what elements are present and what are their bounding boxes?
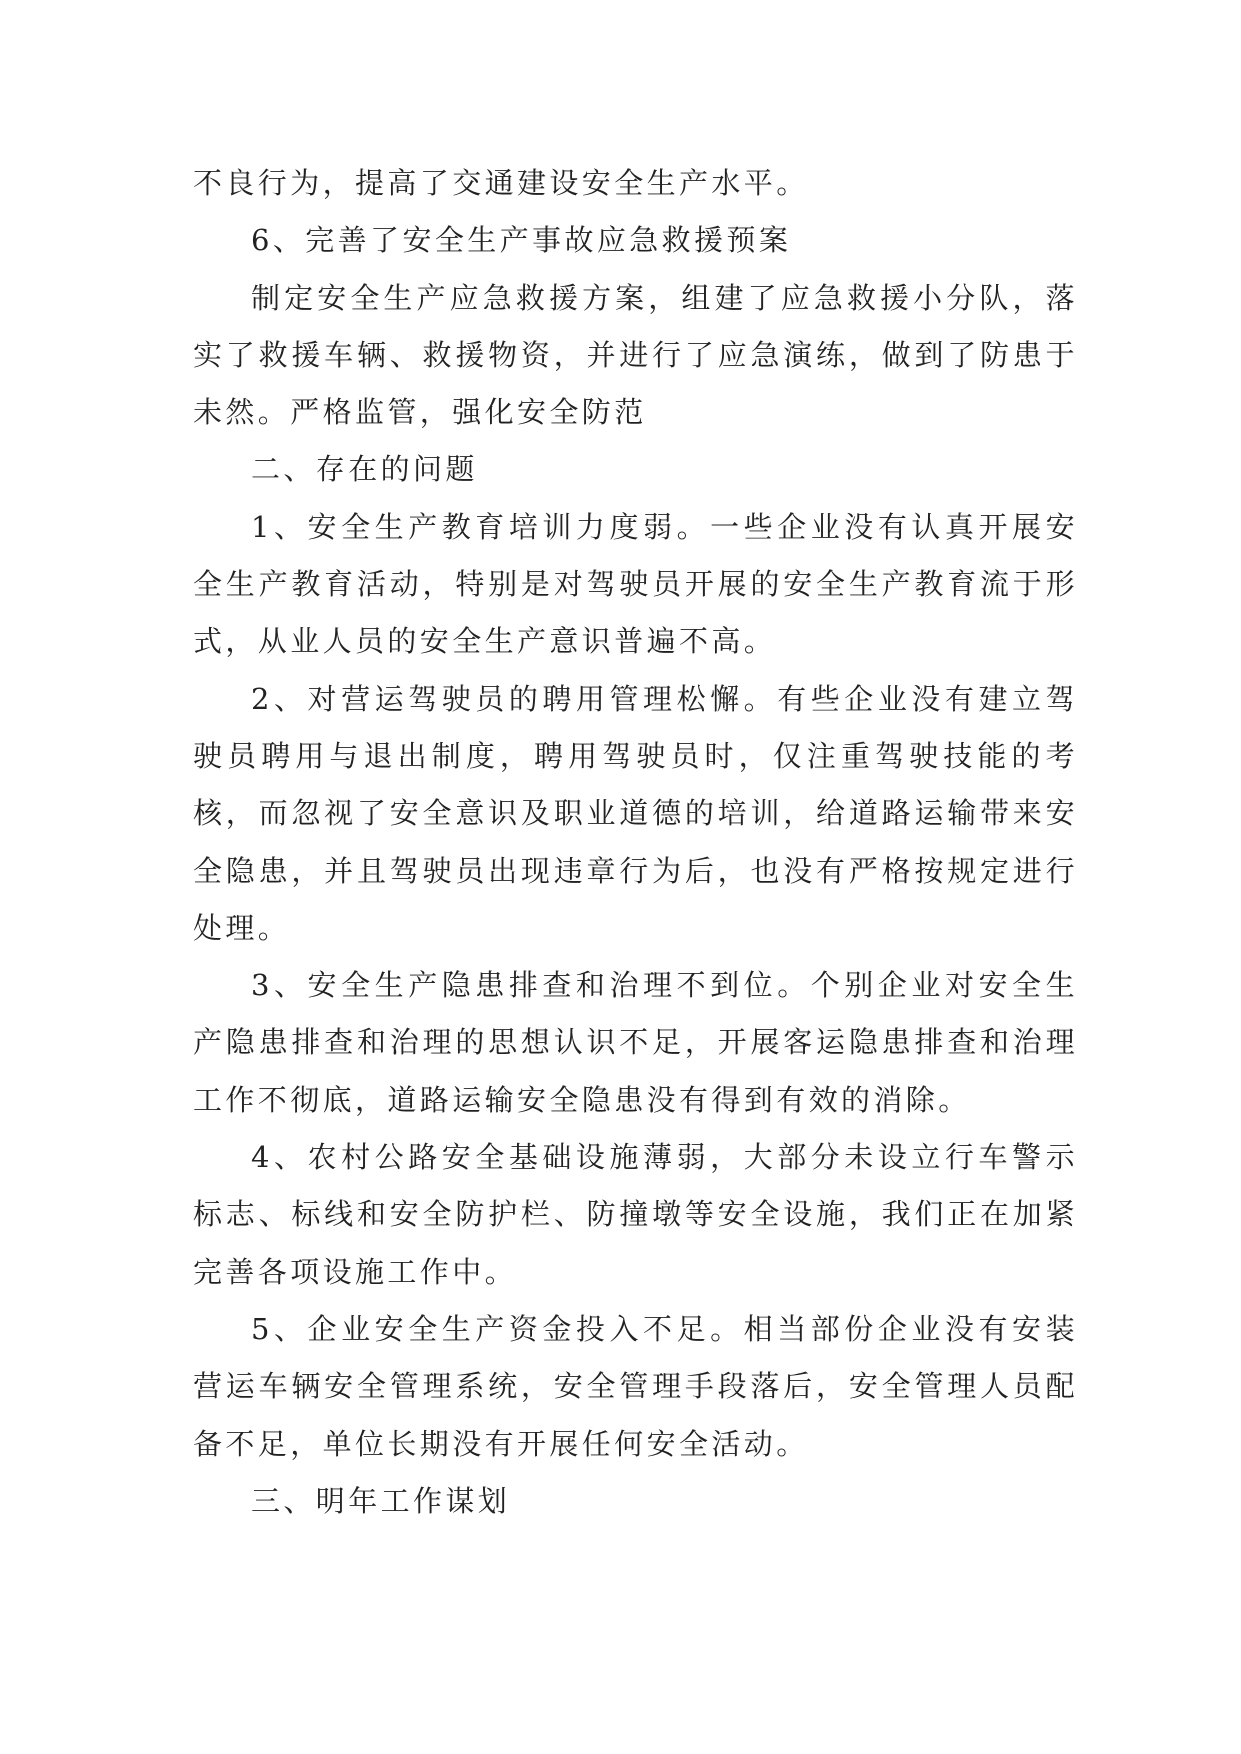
paragraph-problem-4: 4、农村公路安全基础设施薄弱，大部分未设立行车警示标志、标线和安全防护栏、防撞墩等安全设施，我们正在加紧完善各项设施工作中。 xyxy=(193,1140,1078,1289)
paragraph-problem-2: 2、对营运驾驶员的聘用管理松懈。有些企业没有建立驾驶员聘用与退出制度，聘用驾驶员时，仅注重驾驶技能的考核，而忽视了安全意识及职业道德的培训，给道路运输带来安全隐患，并且驾驶员出现违章行为后，也没有严格按规定进行处理。 xyxy=(193,681,1078,945)
paragraph-problem-3: 3、安全生产隐患排查和治理不到位。个别企业对安全生产隐患排查和治理的思想认识不足，开展客运隐患排查和治理工作不彻底，道路运输安全隐患没有得到有效的消除。 xyxy=(193,968,1078,1117)
section-heading-next-year: 三、明年工作谋划 xyxy=(251,1483,511,1518)
paragraph-heading-6: 6、完善了安全生产事故应急救援预案 xyxy=(251,223,792,258)
paragraph-emergency-plan: 制定安全生产应急救援方案，组建了应急救援小分队，落实了救援车辆、救援物资，并进行了应急演练，做到了防患于未然。严格监管，强化安全防范 xyxy=(193,280,1078,430)
paragraph-problem-1: 1、安全生产教育培训力度弱。一些企业没有认真开展安全生产教育活动，特别是对驾驶员开展的安全生产教育流于形式，从业人员的安全生产意识普遍不高。 xyxy=(193,509,1078,659)
paragraph-problem-5: 5、企业安全生产资金投入不足。相当部份企业没有安装营运车辆安全管理系统，安全管理手段落后，安全管理人员配备不足，单位长期没有开展任何安全活动。 xyxy=(193,1311,1078,1461)
document-body xyxy=(193,155,1078,1530)
section-heading-problems: 二、存在的问题 xyxy=(251,452,478,487)
paragraph-continuation: 不良行为，提高了交通建设安全生产水平。 xyxy=(193,166,809,200)
